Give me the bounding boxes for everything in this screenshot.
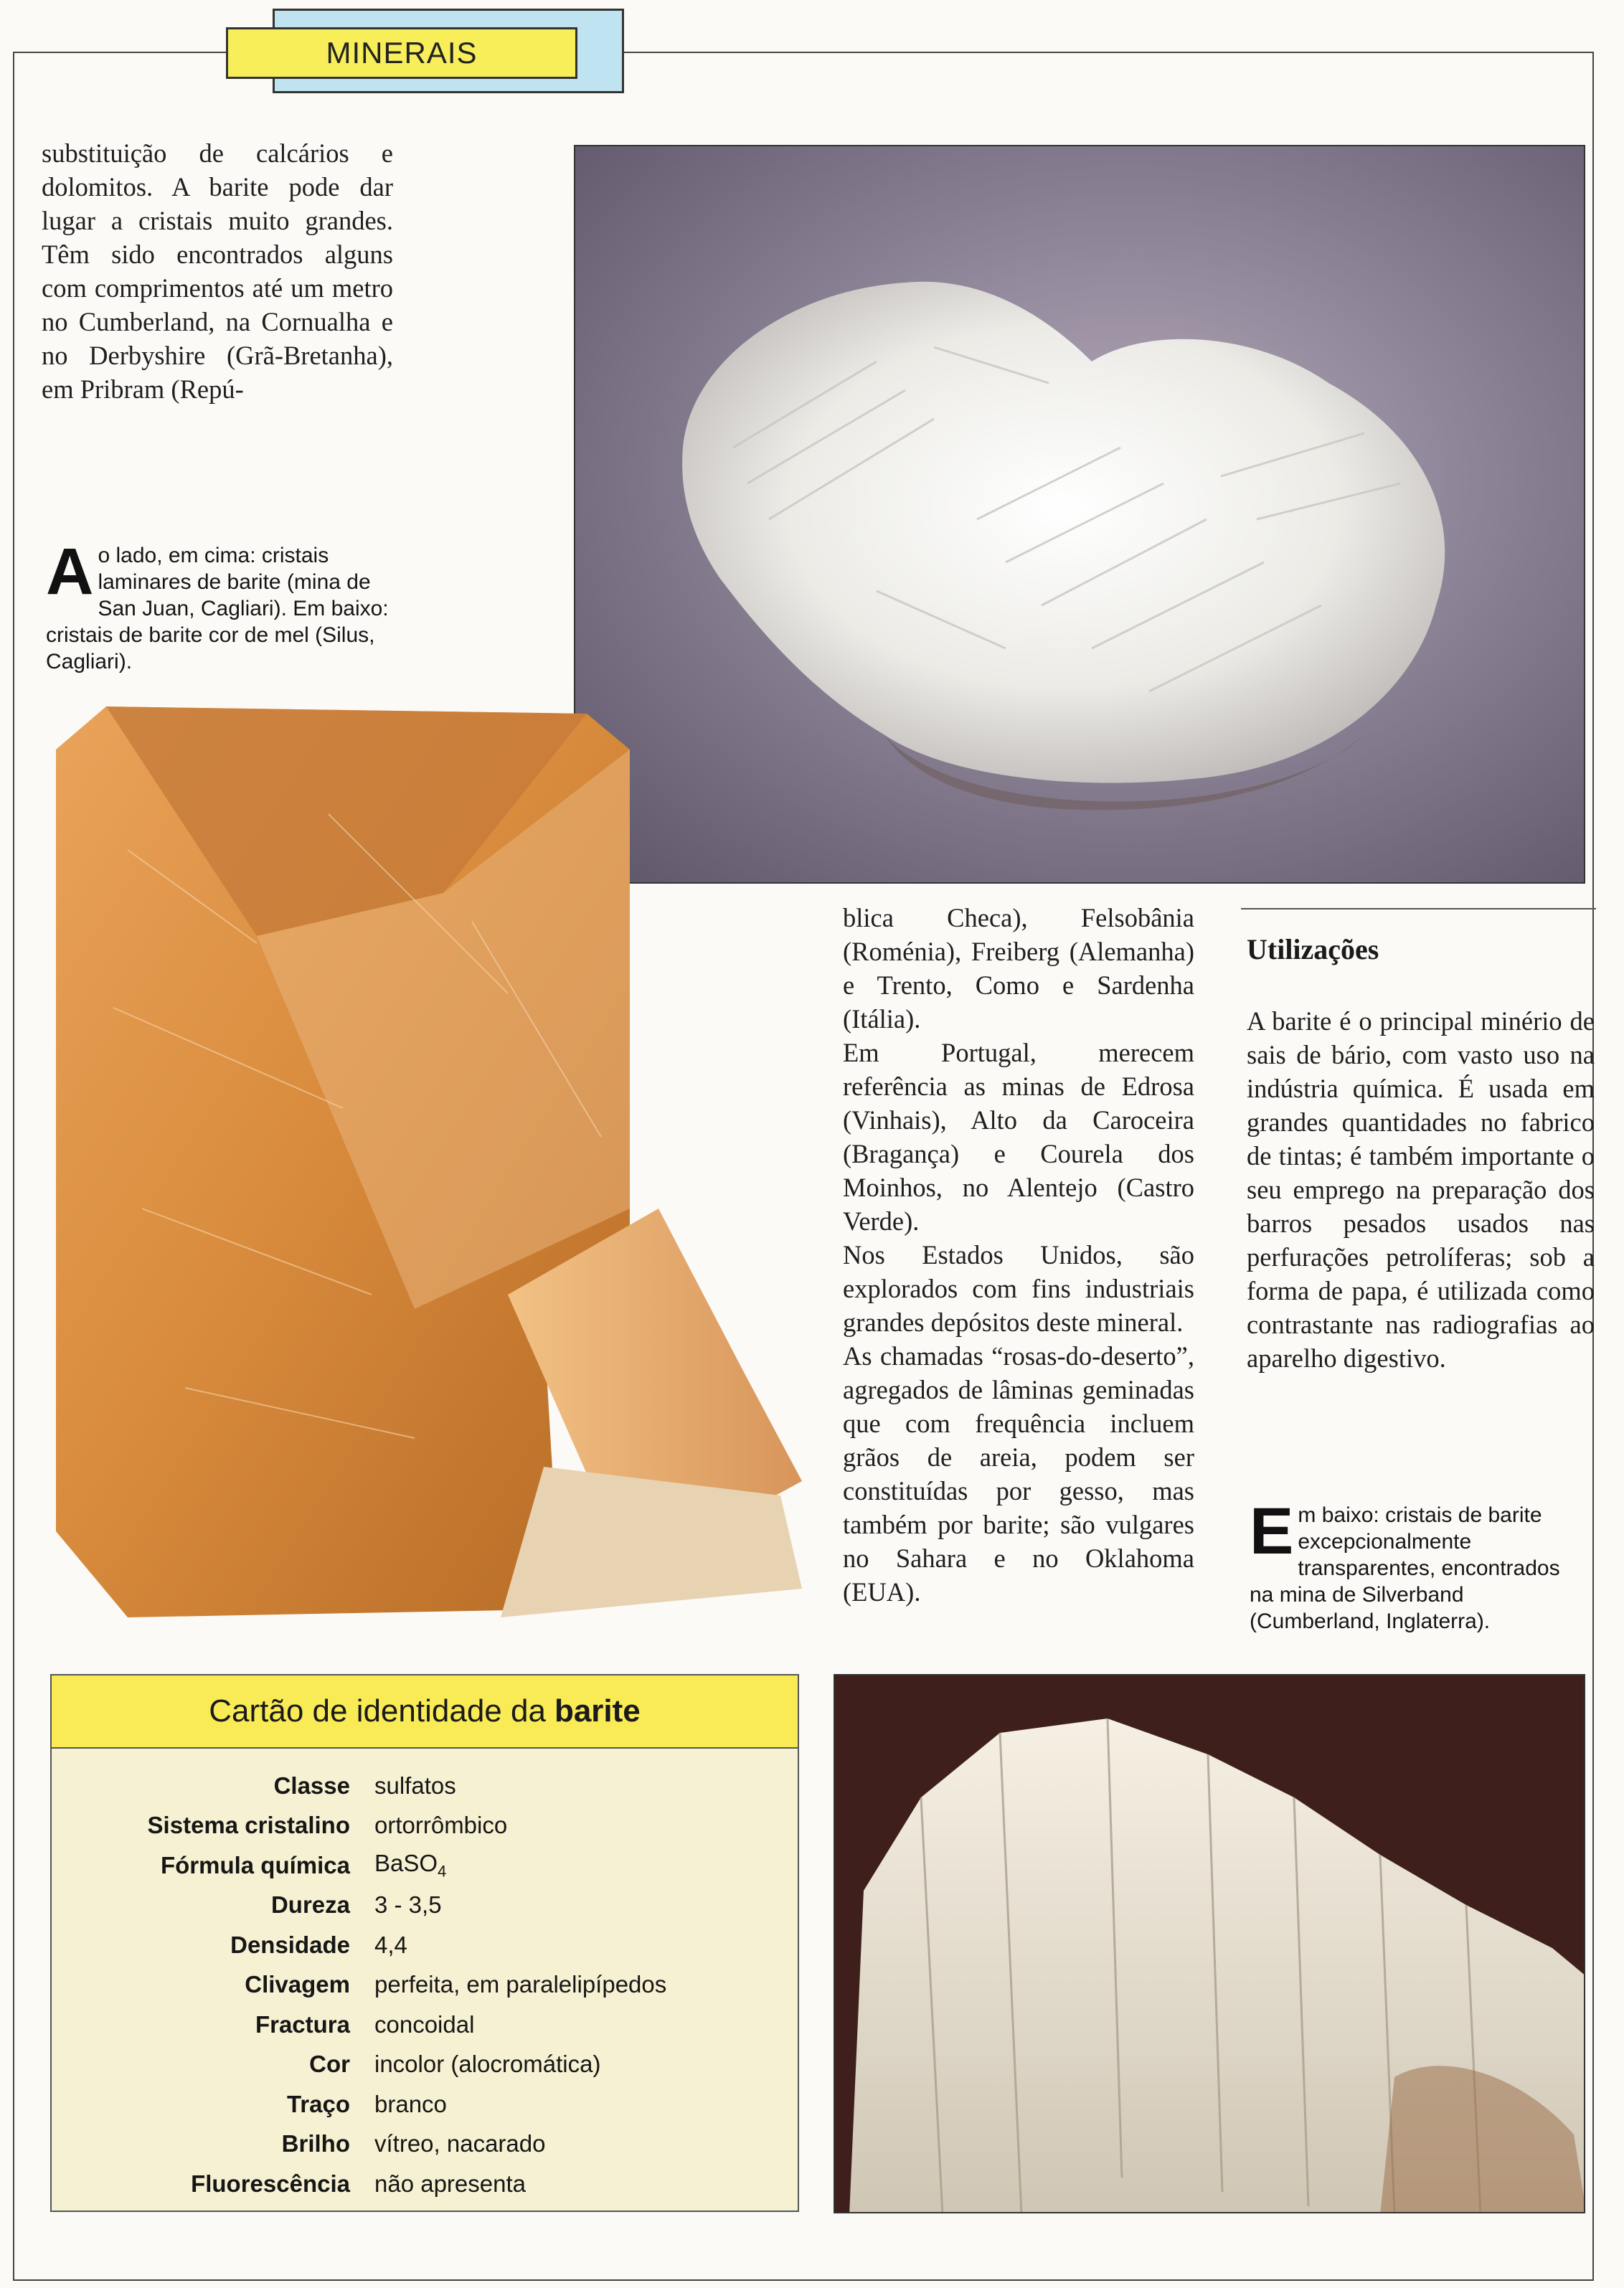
identity-card-title-bold: barite <box>554 1693 641 1729</box>
card-value: não apresenta <box>374 2170 527 2197</box>
card-value <box>374 1850 798 1881</box>
uses-paragraph: A barite é o principal minério de sais de bário, com vasto uso na indústria química. É usada em grandes quantidades no fabrico de tintas; é também importante o seu emprego na preparação dos barros pesados usados nas perfurações petrolíferas; sob a forma de papa, é utilizada como contrastante nas radiografias ao aparelho digestivo. <box>1247 1006 1595 1373</box>
card-label: Densidade <box>230 1931 350 1958</box>
card-row-classe <box>52 1766 798 1806</box>
caption-bottom-text: m baixo: cristais de barite excepcionalmente transparentes, encontrados na mina de Silverband (Cumberland, Inglaterra). <box>1250 1503 1560 1633</box>
paragraph-middle-3: Nos Estados Unidos, são explorados com fins industriais grandes depósitos deste mineral. <box>843 1240 1194 1337</box>
card-value: sulfatos <box>374 1772 456 1799</box>
card-label: Dureza <box>270 1891 350 1919</box>
paragraph-middle-1: blica Checa), Felsobânia (Roménia), Freiberg (Alemanha) e Trento, Como e Sardenha (Itália). <box>843 903 1194 1034</box>
formula-base: BaSO <box>374 1849 438 1876</box>
paragraph-middle-4: As chamadas “rosas-do-deserto”, agregados de lâminas geminadas que com frequência incluem grãos de areia, podem ser constituídas por gesso, mas também por barite; são vulgares no Sahara e no Oklahoma (EUA). <box>843 1341 1194 1607</box>
card-row-brilho <box>52 2124 798 2165</box>
card-label: Classe <box>273 1772 350 1799</box>
identity-card-title-prefix: Cartão de identidade da <box>209 1693 546 1729</box>
card-label: Fórmula química <box>160 1851 350 1878</box>
card-row-fractura <box>52 2005 798 2045</box>
card-label: Cor <box>309 2051 350 2078</box>
card-value: 3 - 3,5 <box>374 1891 442 1919</box>
text-column-middle <box>843 901 1194 1609</box>
card-value: perfeita, em paralelipípedos <box>374 1971 667 1998</box>
caption-bottom <box>1250 1495 1587 1635</box>
card-value: concoidal <box>374 2010 475 2038</box>
caption-top-text: o lado, em cima: cristais laminares de barite (mina de San Juan, Cagliari). Em baixo: cristais de barite cor de mel (Silus, Cagliari). <box>46 544 389 673</box>
card-value: ortorrômbico <box>374 1812 508 1839</box>
card-label: Clivagem <box>245 1971 350 1998</box>
card-value: incolor (alocromática) <box>374 2051 601 2078</box>
caption-top-dropcap: A <box>46 535 94 608</box>
photo-honey-barite <box>42 706 816 1632</box>
card-row-formula <box>52 1845 798 1886</box>
caption-top <box>46 535 390 675</box>
section-tab-label: MINERAIS <box>226 27 577 79</box>
card-label: Fluorescência <box>191 2170 350 2197</box>
identity-card-title <box>52 1675 798 1749</box>
card-value: vítreo, nacarado <box>374 2130 546 2157</box>
card-label: Brilho <box>281 2130 350 2157</box>
paragraph-top: substituição de calcários e dolomitos. A barite pode dar lugar a cristais muito grandes. Têm sido encontrados alguns com comprimentos até um metro no Cumberland, na Cornualha e no Derbyshire (Grã-Bretanha), em Pribram (Repú- <box>42 138 393 404</box>
card-row-sistema <box>52 1806 798 1846</box>
card-row-densidade <box>52 1925 798 1965</box>
card-row-cor <box>52 2045 798 2085</box>
card-value: branco <box>374 2090 447 2117</box>
photo-transparent-barite <box>834 1674 1585 2213</box>
card-label: Sistema cristalino <box>147 1812 350 1839</box>
identity-card-rows <box>52 1766 798 2204</box>
formula-subscript: 4 <box>438 1862 447 1881</box>
caption-bottom-dropcap: E <box>1250 1495 1294 1568</box>
uses-rule <box>1241 908 1596 909</box>
uses-text <box>1247 1004 1595 1375</box>
card-label: Fractura <box>255 2010 350 2038</box>
card-row-clivagem <box>52 1965 798 2005</box>
uses-heading: Utilizações <box>1247 933 1379 965</box>
card-value: 4,4 <box>374 1931 407 1958</box>
paragraph-middle-2: Em Portugal, merecem referência as minas de Edrosa (Vinhais), Alto da Caroceira (Bragança) e Courela dos Moinhos, no Alentejo (Castro Verde). <box>843 1038 1194 1236</box>
identity-card <box>50 1674 799 2212</box>
card-row-traco <box>52 2084 798 2124</box>
card-row-fluorescencia <box>52 2164 798 2204</box>
card-label: Traço <box>286 2090 350 2117</box>
text-column-top <box>42 136 393 406</box>
card-row-dureza <box>52 1886 798 1926</box>
